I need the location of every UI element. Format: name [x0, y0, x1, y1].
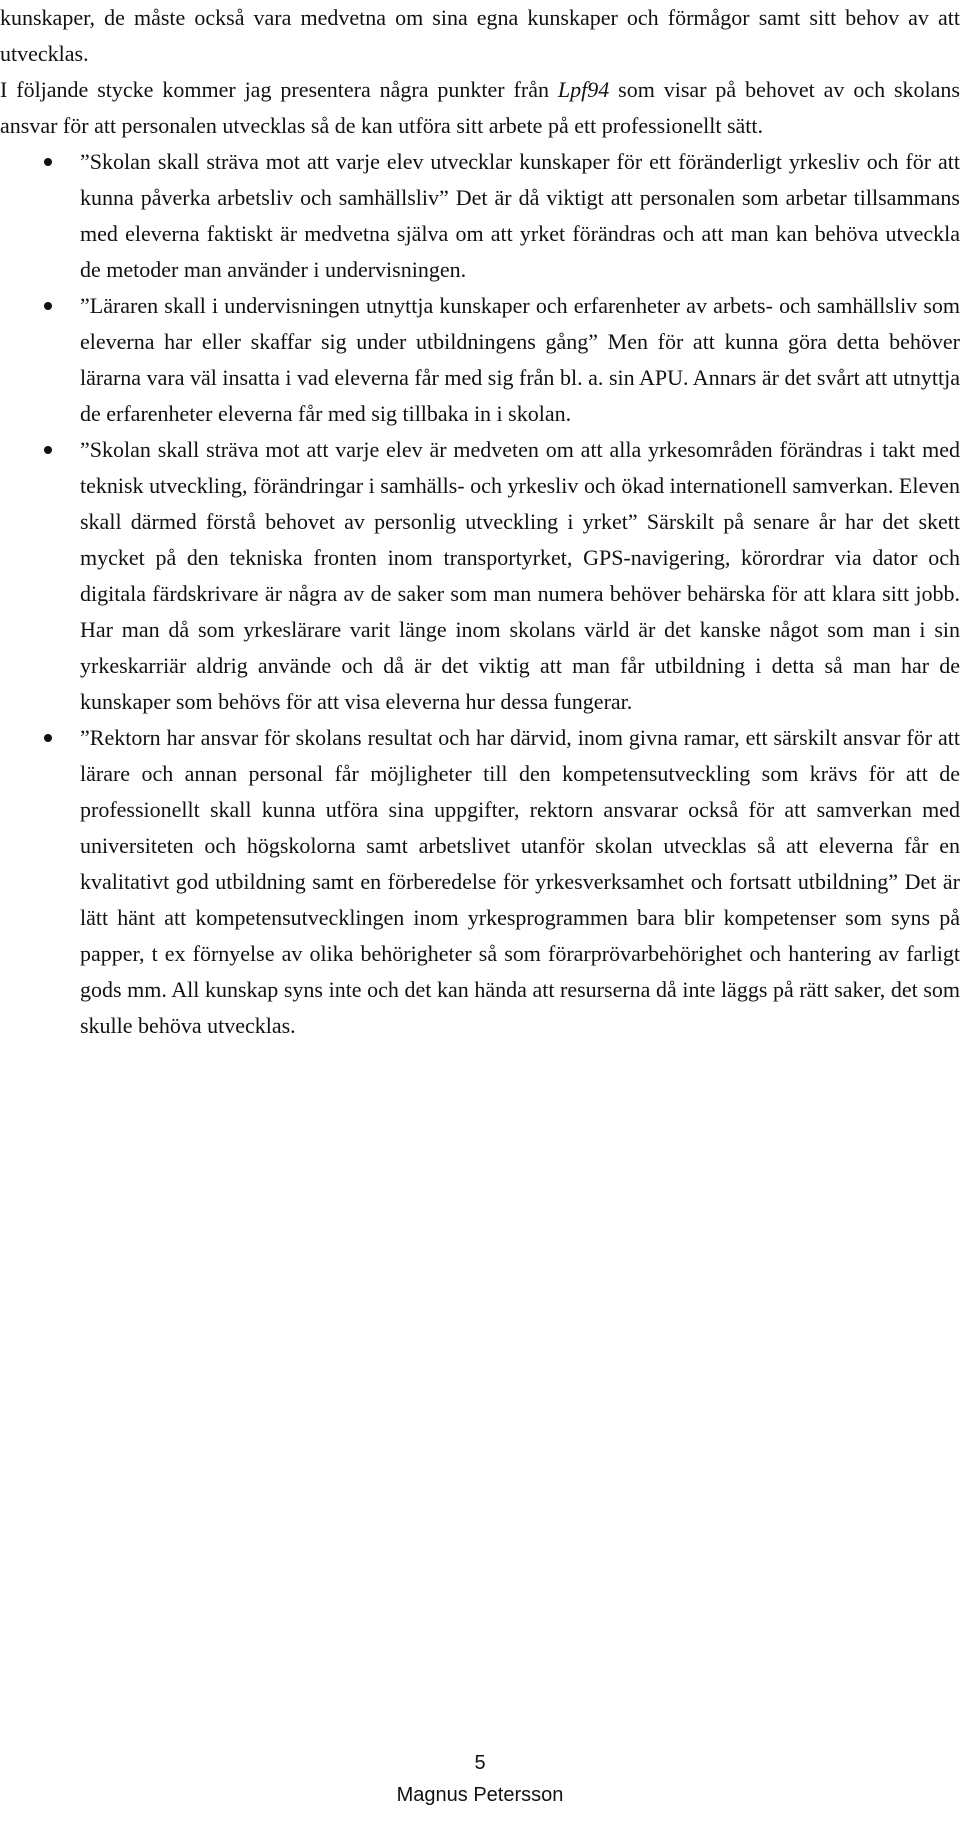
bullet-text: ”Skolan skall sträva mot att varje elev är medveten om att alla yrkesområden förändras i takt med teknisk utveckling, förändringar i samhälls- och yrkesliv och ökad internationell samverkan. Eleven skall därmed förstå behovet av personlig utveckling i yrket” Särskilt på senare år har det skett mycket på den tekniska fronten inom transportyrket, GPS-navigering, körordrar via dator och digitala färdskrivare är några av de saker som man numera behöver behärska för att klara sitt jobb. Har man då som yrkeslärare varit länge inom skolans värld är det kanske något som man i sin yrkeskarriär aldrig använde och då är det viktig att man får utbildning i detta så man har de kunskaper som behövs för att visa eleverna hur dessa fungerar.	[80, 437, 960, 714]
intro-text-2-pre: I följande stycke kommer jag presentera några punkter från	[0, 77, 558, 102]
intro-paragraph	[0, 0, 960, 144]
list-item	[0, 288, 960, 432]
list-item	[0, 144, 960, 288]
list-item	[0, 432, 960, 720]
bullet-text: ”Skolan skall sträva mot att varje elev utvecklar kunskaper för ett föränderligt yrkesliv och för att kunna påverka arbetsliv och samhällsliv” Det är då viktigt att personalen som arbetar tillsammans med eleverna faktiskt är medvetna själva om att yrket förändras och att man kan behöva utveckla de metoder man använder i undervisningen.	[80, 149, 960, 282]
bullet-icon	[44, 446, 52, 454]
bullet-text: ”Rektorn har ansvar för skolans resultat och har därvid, inom givna ramar, ett särskilt ansvar för att lärare och annan personal får möjligheter till den kompetensutveckling som krävs för att de professionellt skall kunna utföra sina uppgifter, rektorn ansvarar också för att samverkan med universiteten och högskolorna samt arbetslivet utanför skolan utvecklas så att eleverna får en kvalitativt god utbildning samt en förberedelse för yrkesverksamhet och fortsatt utbildning” Det är lätt hänt att kompetensutvecklingen inom yrkesprogrammen bara blir kompetenser som syns på papper, t ex förnyelse av olika behörigheter så som förarprövarbehörighet och hantering av farligt gods mm. All kunskap syns inte och det kan hända att resurserna då inte läggs på rätt saker, det som skulle behöva utvecklas.	[80, 725, 960, 1038]
intro-text-2-post: som visar på behovet av och skolans ansvar för att personalen utvecklas så de kan utföra sitt arbete på ett professionellt sätt.	[0, 77, 960, 138]
intro-text-1: kunskaper, de måste också vara medvetna om sina egna kunskaper och förmågor samt sitt behov av att utvecklas.	[0, 5, 960, 66]
bullet-icon	[44, 302, 52, 310]
curriculum-reference: Lpf94	[557, 77, 610, 102]
bullet-icon	[44, 734, 52, 742]
page-number: 5	[474, 1752, 486, 1774]
footer-author: Magnus Petersson	[396, 1784, 564, 1806]
bullet-text: ”Läraren skall i undervisningen utnyttja kunskaper och erfarenheter av arbets- och samhällsliv som eleverna har eller skaffar sig under utbildningens gång” Men för att kunna göra detta behöver lärarna vara väl insatta i vad eleverna får med sig från bl. a. sin APU. Annars är det svårt att utnyttja de erfarenheter eleverna får med sig tillbaka in i skolan.	[80, 293, 960, 426]
bullet-list	[0, 144, 960, 1044]
list-item	[0, 720, 960, 1044]
bullet-icon	[44, 158, 52, 166]
